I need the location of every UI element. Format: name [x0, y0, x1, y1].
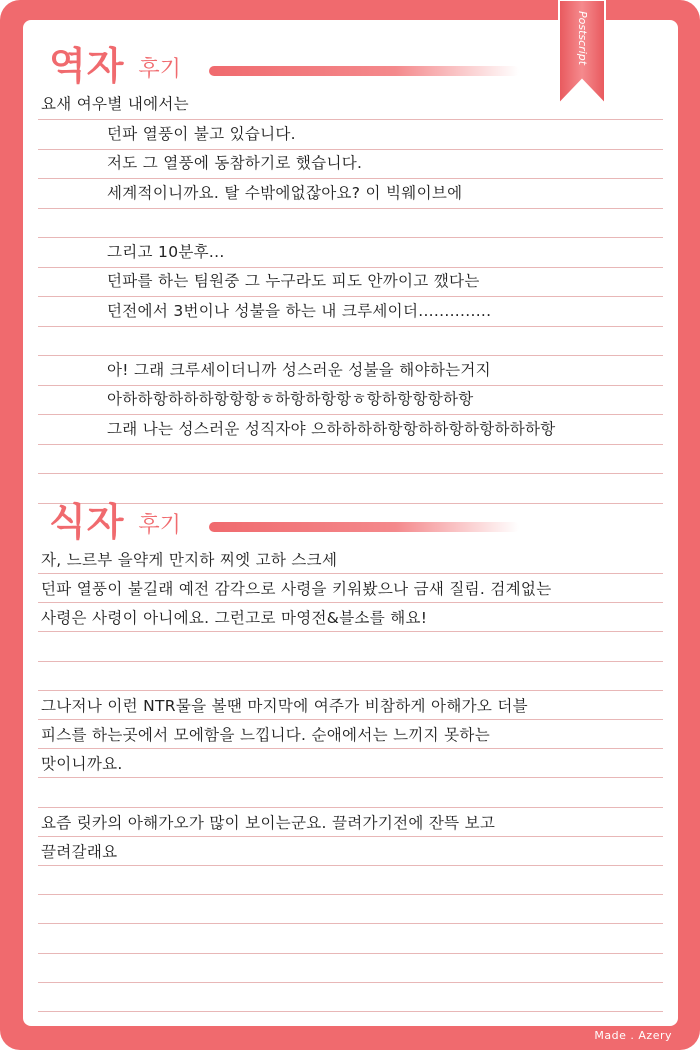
ruled-line [38, 1011, 663, 1012]
ruled-line [38, 149, 663, 150]
typesetter-line: 맛이니까요. [41, 755, 123, 774]
credit-text: Made . Azery [594, 1029, 672, 1042]
translator-heading [49, 38, 181, 88]
translator-line: 아! 그래 크루세이더니까 성스러운 성불을 해야하는거지 [107, 360, 491, 379]
ruled-line [38, 894, 663, 895]
ruled-line [38, 208, 663, 209]
ruled-line [38, 385, 663, 386]
typesetter-line: 피스를 하는곳에서 모에함을 느낍니다. 순애에서는 느끼지 못하는 [41, 726, 490, 745]
note-sheet [23, 20, 678, 1026]
translator-line: 던파를 하는 팀원중 그 누구라도 피도 안까이고 깼다는 [107, 272, 480, 290]
ruled-line [38, 296, 663, 297]
ruled-line [38, 836, 663, 837]
typesetter-heading-bar [209, 522, 519, 532]
ruled-line [38, 690, 663, 691]
typesetter-line: 끌려갈래요 [41, 843, 118, 861]
translator-line: 그래 나는 성스러운 성직자야 으하하하하항항하하항하항하하하항 [107, 419, 556, 438]
ruled-line [38, 473, 663, 474]
ruled-line [38, 719, 663, 720]
translator-subtitle: 후기 [138, 57, 181, 82]
typesetter-line: 던파 열풍이 불길래 예전 감각으로 사령을 키워봤으나 금새 질림. 검계없는 [41, 580, 552, 599]
ruled-line [38, 923, 663, 924]
ruled-line [38, 661, 663, 662]
typesetter-line: 사령은 사령이 아니에요. 그런고로 마영전&블소를 해요! [41, 609, 428, 628]
translator-line: 아하하항하하하항항항ㅎ하항하항항ㅎ항하항항항하항 [107, 390, 474, 408]
translator-line: 그리고 10분후... [107, 242, 225, 261]
ruled-line [38, 777, 663, 778]
typesetter-subtitle: 후기 [138, 513, 181, 538]
ruled-line [38, 355, 663, 356]
translator-title: 역자 [49, 44, 125, 88]
ruled-line [38, 444, 663, 445]
translator-heading-bar [209, 66, 519, 76]
ruled-line [38, 807, 663, 808]
ruled-line [38, 748, 663, 749]
ruled-line [38, 326, 663, 327]
ruled-line [38, 982, 663, 983]
ruled-line [38, 119, 663, 120]
typesetter-line: 그나저나 이런 NTR물을 볼땐 마지막에 여주가 비참하게 아해가오 더블 [41, 697, 528, 715]
ruled-line [38, 602, 663, 603]
translator-line: 던파 열풍이 불고 있습니다. [107, 124, 296, 143]
ruled-line [38, 237, 663, 238]
translator-line: 던전에서 3번이나 성불을 하는 내 크루세이더.............. [107, 301, 492, 320]
translator-line: 요새 여우별 내에서는 [41, 95, 189, 113]
typesetter-line: 요즘 릿카의 아해가오가 많이 보이는군요. 끌려가기전에 잔뜩 보고 [41, 813, 496, 832]
ruled-line [38, 953, 663, 954]
typesetter-heading [49, 494, 181, 544]
translator-line: 세계적이니까요. 탈 수밖에없잖아요? 이 빅웨이브에 [107, 183, 463, 202]
ruled-line [38, 267, 663, 268]
ruled-line [38, 865, 663, 866]
typesetter-title: 식자 [49, 500, 125, 544]
typesetter-line: 자, 느르부 을약게 만지하 찌엣 고하 스크세 [41, 551, 338, 569]
translator-line: 저도 그 열풍에 동참하기로 했습니다. [107, 154, 363, 172]
ruled-line [38, 414, 663, 415]
ruled-line [38, 573, 663, 574]
ribbon-label: Postscript [576, 10, 589, 66]
ruled-line [38, 178, 663, 179]
postscript-ribbon [555, 0, 609, 106]
ruled-line [38, 631, 663, 632]
